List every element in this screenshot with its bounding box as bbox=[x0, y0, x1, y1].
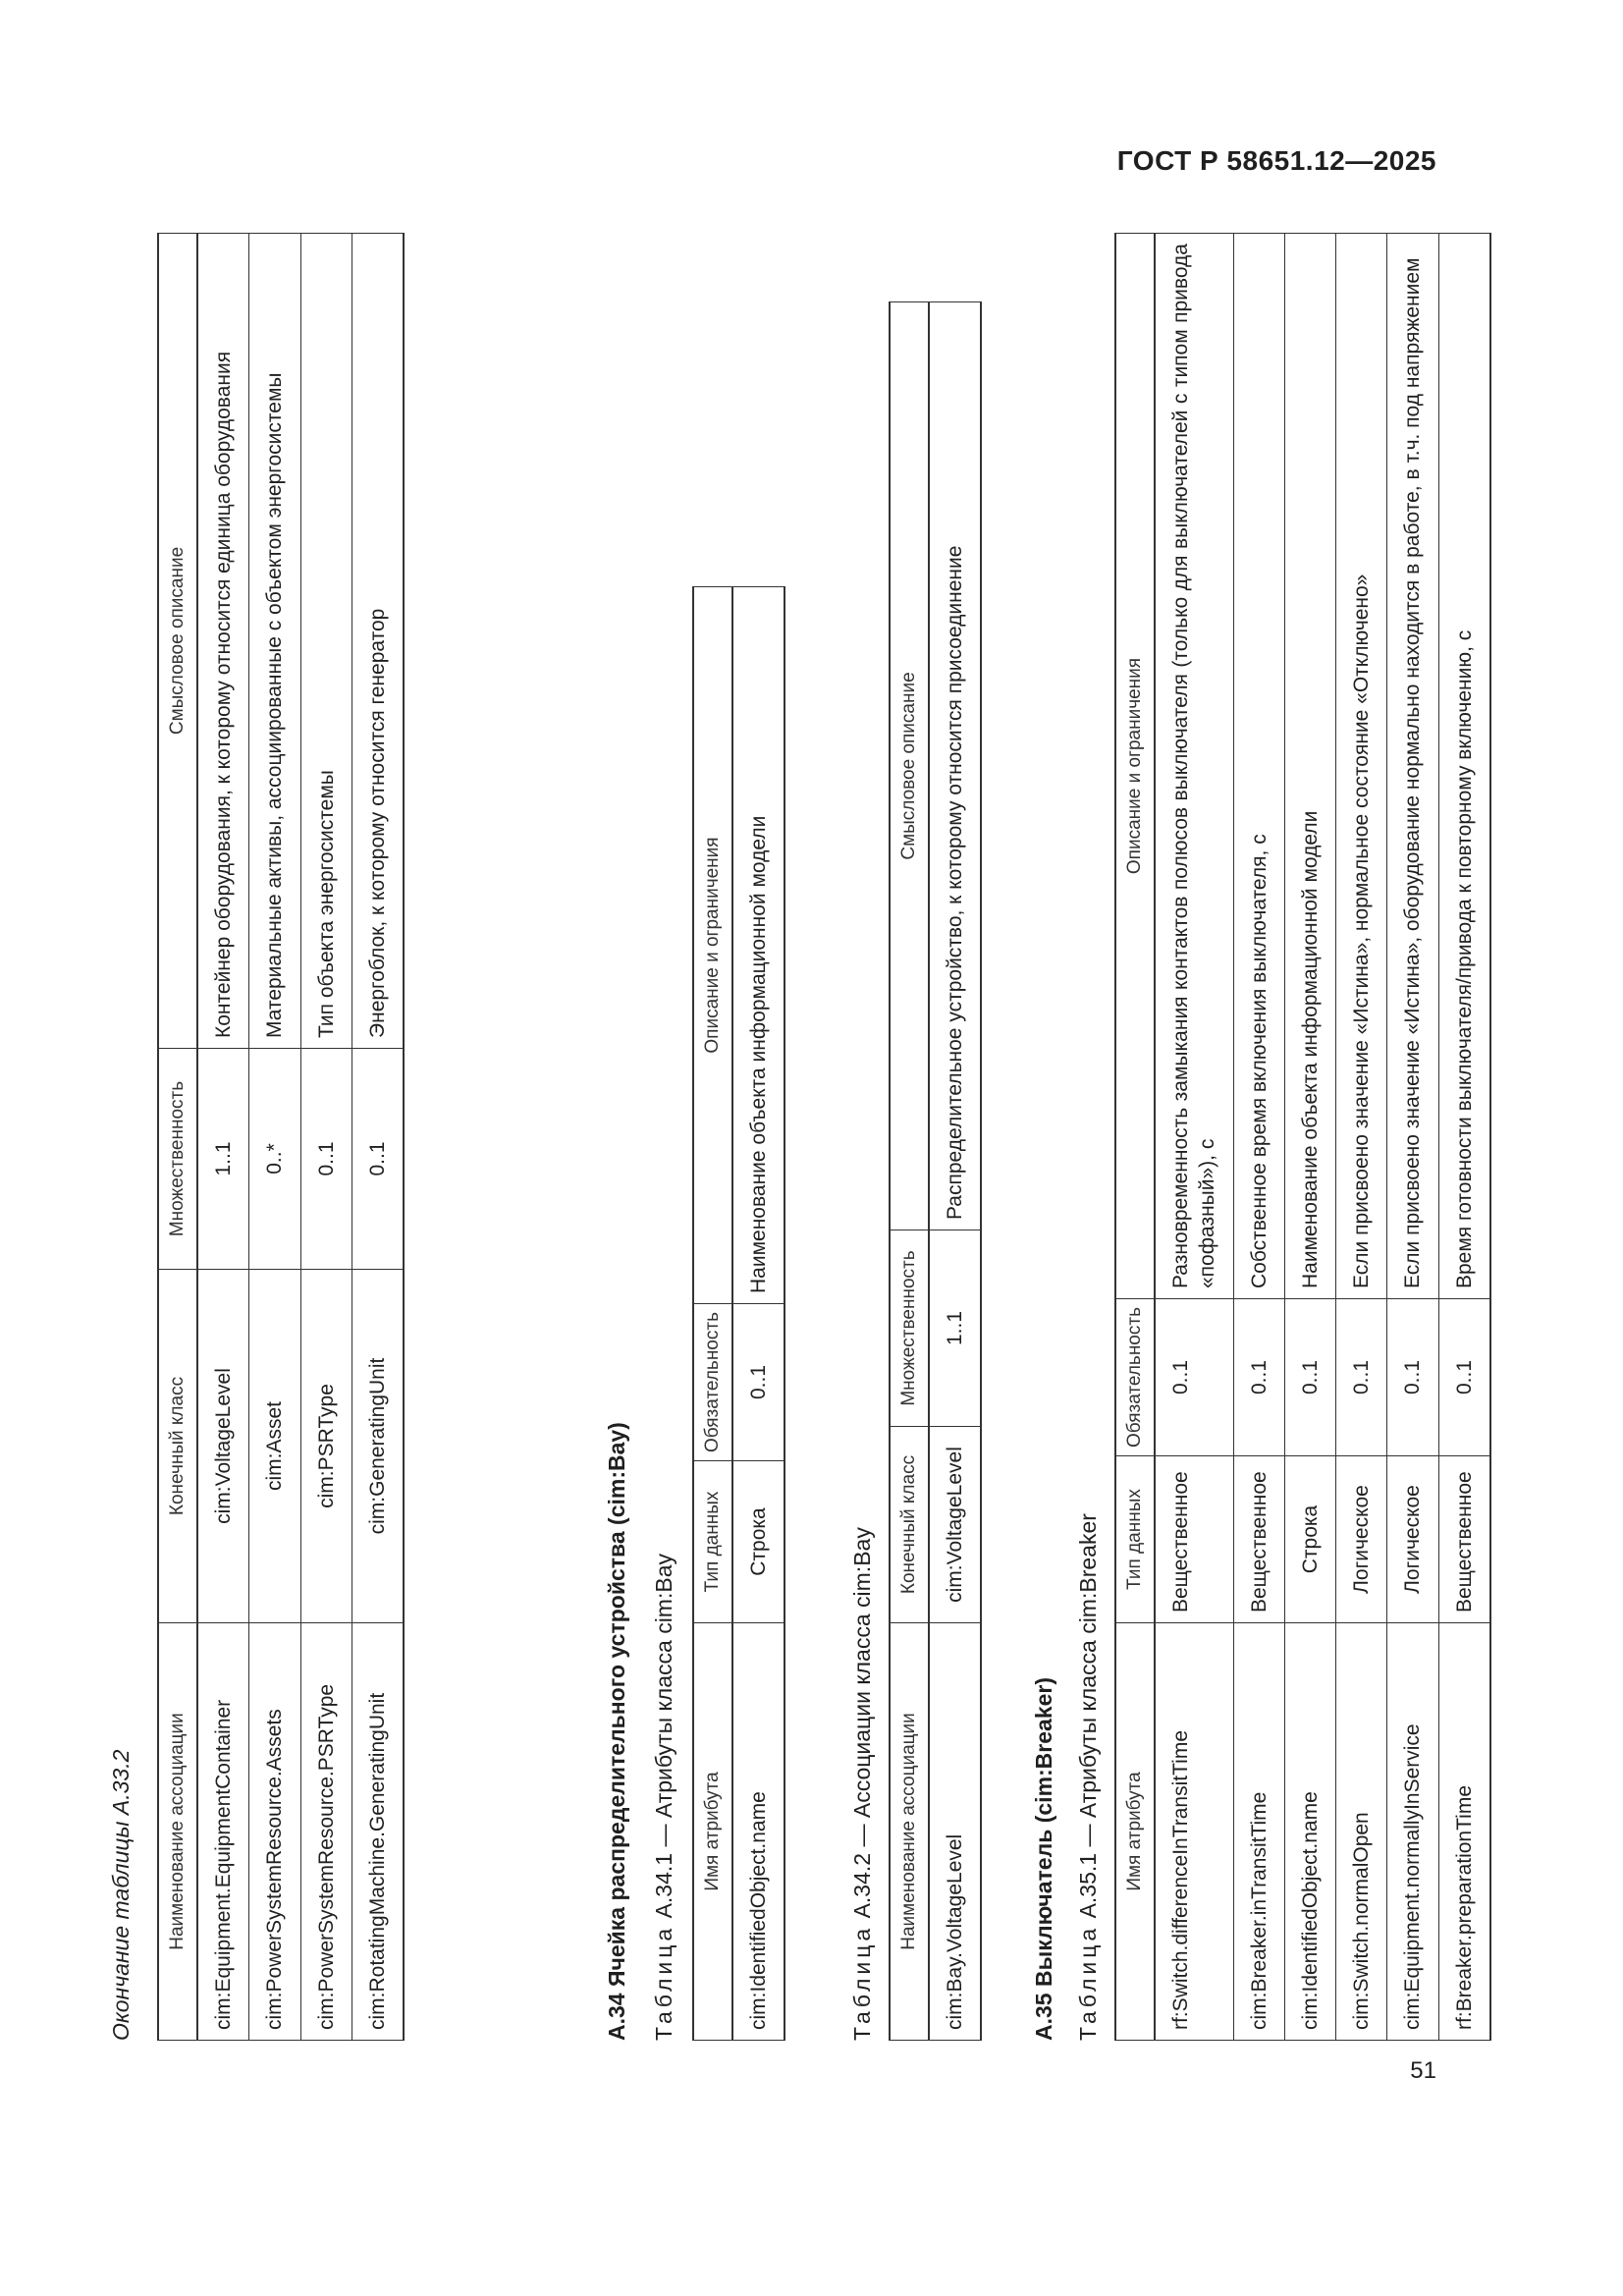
table-header-row bbox=[890, 302, 929, 2041]
data-type: Вещественное bbox=[1233, 1456, 1284, 1623]
standard-designation: ГОСТ Р 58651.12—2025 bbox=[1116, 145, 1436, 176]
target-class: cim:GeneratingUnit bbox=[352, 1270, 404, 1623]
caption-word: Таблица bbox=[1075, 1924, 1101, 2041]
association-name: cim:PowerSystemResource.PSRType bbox=[300, 1623, 352, 2041]
constraints: Если присвоено значение «Истина», оборудование нормально находится в работе, в т.ч. под напряжением bbox=[1387, 234, 1438, 1299]
column-header: Смысловое описание bbox=[158, 234, 197, 1049]
attribute-name: cim:Breaker.inTransitTime bbox=[1233, 1623, 1284, 2041]
data-type: Строка bbox=[732, 1461, 784, 1623]
rotated-page-content bbox=[108, 234, 1476, 2041]
table-row bbox=[1336, 234, 1387, 2041]
association-name: cim:Equipment.EquipmentContainer bbox=[197, 1623, 249, 2041]
multiplicity: 1..1 bbox=[929, 1230, 981, 1427]
constraints: Наименование объекта информационной модели bbox=[732, 587, 784, 1304]
semantic-description: Материальные активы, ассоциированные с объектом энергосистемы bbox=[249, 234, 300, 1049]
table-row bbox=[197, 234, 249, 2041]
semantic-description: Распределительное устройство, к которому относится присоединение bbox=[929, 302, 981, 1230]
obligation: 0..1 bbox=[1155, 1299, 1233, 1456]
column-header: Наименование ассоциации bbox=[890, 1623, 929, 2041]
data-type: Вещественное bbox=[1438, 1456, 1490, 1623]
data-type: Логическое bbox=[1387, 1456, 1438, 1623]
table-header-row bbox=[158, 234, 197, 2041]
column-header: Имя атрибута bbox=[1115, 1623, 1155, 2041]
target-class: cim:Asset bbox=[249, 1270, 300, 1623]
table-row bbox=[352, 234, 404, 2041]
attribute-name: cim:IdentifiedObject.name bbox=[732, 1623, 784, 2041]
semantic-description: Тип объекта энергосистемы bbox=[300, 234, 352, 1049]
association-name: cim:PowerSystemResource.Assets bbox=[249, 1623, 300, 2041]
data-type: Вещественное bbox=[1155, 1456, 1233, 1623]
constraints: Собственное время включения выключателя, с bbox=[1233, 234, 1284, 1299]
constraints: Наименование объекта информационной модели bbox=[1284, 234, 1335, 1299]
table-row bbox=[1438, 234, 1490, 2041]
section-heading-a34: А.34 Ячейка распределительного устройства (cim:Bay) bbox=[604, 1422, 629, 2041]
semantic-description: Энергоблок, к которому относится генератор bbox=[352, 234, 404, 1049]
column-header: Тип данных bbox=[1115, 1456, 1155, 1623]
table-a34-2 bbox=[889, 301, 982, 2041]
obligation: 0..1 bbox=[1438, 1299, 1490, 1456]
table-row bbox=[1233, 234, 1284, 2041]
constraints: Если присвоено значение «Истина», нормальное состояние «Отключено» bbox=[1336, 234, 1387, 1299]
table-header-row bbox=[1115, 234, 1155, 2041]
table-a34-1 bbox=[692, 586, 785, 2041]
table-caption-a35-1 bbox=[1075, 1513, 1102, 2041]
data-type: Логическое bbox=[1336, 1456, 1387, 1623]
caption-word: Таблица bbox=[651, 1924, 676, 2041]
column-header: Обязательность bbox=[1115, 1299, 1155, 1456]
table-caption-a34-2 bbox=[849, 1527, 876, 2041]
table-header-row bbox=[693, 587, 732, 2041]
table-row bbox=[249, 234, 300, 2041]
table-row bbox=[1387, 234, 1438, 2041]
multiplicity: 0..1 bbox=[300, 1049, 352, 1270]
constraints: Разновременность замыкания контактов полюсов выключателя (только для выключателей с типом привода «пофазный»), с bbox=[1155, 234, 1233, 1299]
constraints: Время готовности выключателя/привода к повторному включению, с bbox=[1438, 234, 1490, 1299]
obligation: 0..1 bbox=[1336, 1299, 1387, 1456]
caption-text: А.34.1 — Атрибуты класса cim:Bay bbox=[651, 1554, 676, 1925]
table-row bbox=[1155, 234, 1233, 2041]
column-header: Имя атрибута bbox=[693, 1623, 732, 2041]
attribute-name: cim:IdentifiedObject.name bbox=[1284, 1623, 1335, 2041]
table-row bbox=[300, 234, 352, 2041]
caption-text: А.34.2 — Ассоциации класса cim:Bay bbox=[849, 1527, 875, 1925]
column-header: Обязательность bbox=[693, 1304, 732, 1461]
caption-text: А.35.1 — Атрибуты класса cim:Breaker bbox=[1075, 1513, 1101, 1925]
page-number: 51 bbox=[1410, 2057, 1436, 2084]
column-header: Конечный класс bbox=[890, 1427, 929, 1623]
obligation: 0..1 bbox=[1387, 1299, 1438, 1456]
obligation: 0..1 bbox=[1284, 1299, 1335, 1456]
multiplicity: 0..* bbox=[249, 1049, 300, 1270]
column-header: Множественность bbox=[158, 1049, 197, 1270]
table-row bbox=[1284, 234, 1335, 2041]
multiplicity: 0..1 bbox=[352, 1049, 404, 1270]
table-a33-2 bbox=[157, 233, 405, 2041]
column-header: Конечный класс bbox=[158, 1270, 197, 1623]
multiplicity: 1..1 bbox=[197, 1049, 249, 1270]
caption-word: Таблица bbox=[849, 1924, 875, 2041]
attribute-name: rf:Switch.differenceInTransitTime bbox=[1155, 1623, 1233, 2041]
table-row bbox=[929, 302, 981, 2041]
target-class: cim:PSRType bbox=[300, 1270, 352, 1623]
column-header: Смысловое описание bbox=[890, 302, 929, 1230]
target-class: cim:VoltageLevel bbox=[929, 1427, 981, 1623]
attribute-name: rf:Breaker.preparationTime bbox=[1438, 1623, 1490, 2041]
table-a35-1 bbox=[1114, 233, 1491, 2041]
association-name: cim:Bay.VoltageLevel bbox=[929, 1623, 981, 2041]
data-type: Строка bbox=[1284, 1456, 1335, 1623]
column-header: Тип данных bbox=[693, 1461, 732, 1623]
attribute-name: cim:Switch.normalOpen bbox=[1336, 1623, 1387, 2041]
column-header: Наименование ассоциации bbox=[158, 1623, 197, 2041]
obligation: 0..1 bbox=[1233, 1299, 1284, 1456]
obligation: 0..1 bbox=[732, 1304, 784, 1461]
target-class: cim:VoltageLevel bbox=[197, 1270, 249, 1623]
column-header: Описание и ограничения bbox=[1115, 234, 1155, 1299]
attribute-name: cim:Equipment.normallyInService bbox=[1387, 1623, 1438, 2041]
semantic-description: Контейнер оборудования, к которому относится единица оборудования bbox=[197, 234, 249, 1049]
association-name: cim:RotatingMachine.GeneratingUnit bbox=[352, 1623, 404, 2041]
table-continuation-label: Окончание таблицы А.33.2 bbox=[108, 1749, 134, 2041]
column-header: Множественность bbox=[890, 1230, 929, 1427]
section-heading-a35: А.35 Выключатель (cim:Breaker) bbox=[1031, 1676, 1056, 2041]
table-caption-a34-1 bbox=[651, 1554, 677, 2041]
table-row bbox=[732, 587, 784, 2041]
column-header: Описание и ограничения bbox=[693, 587, 732, 1304]
